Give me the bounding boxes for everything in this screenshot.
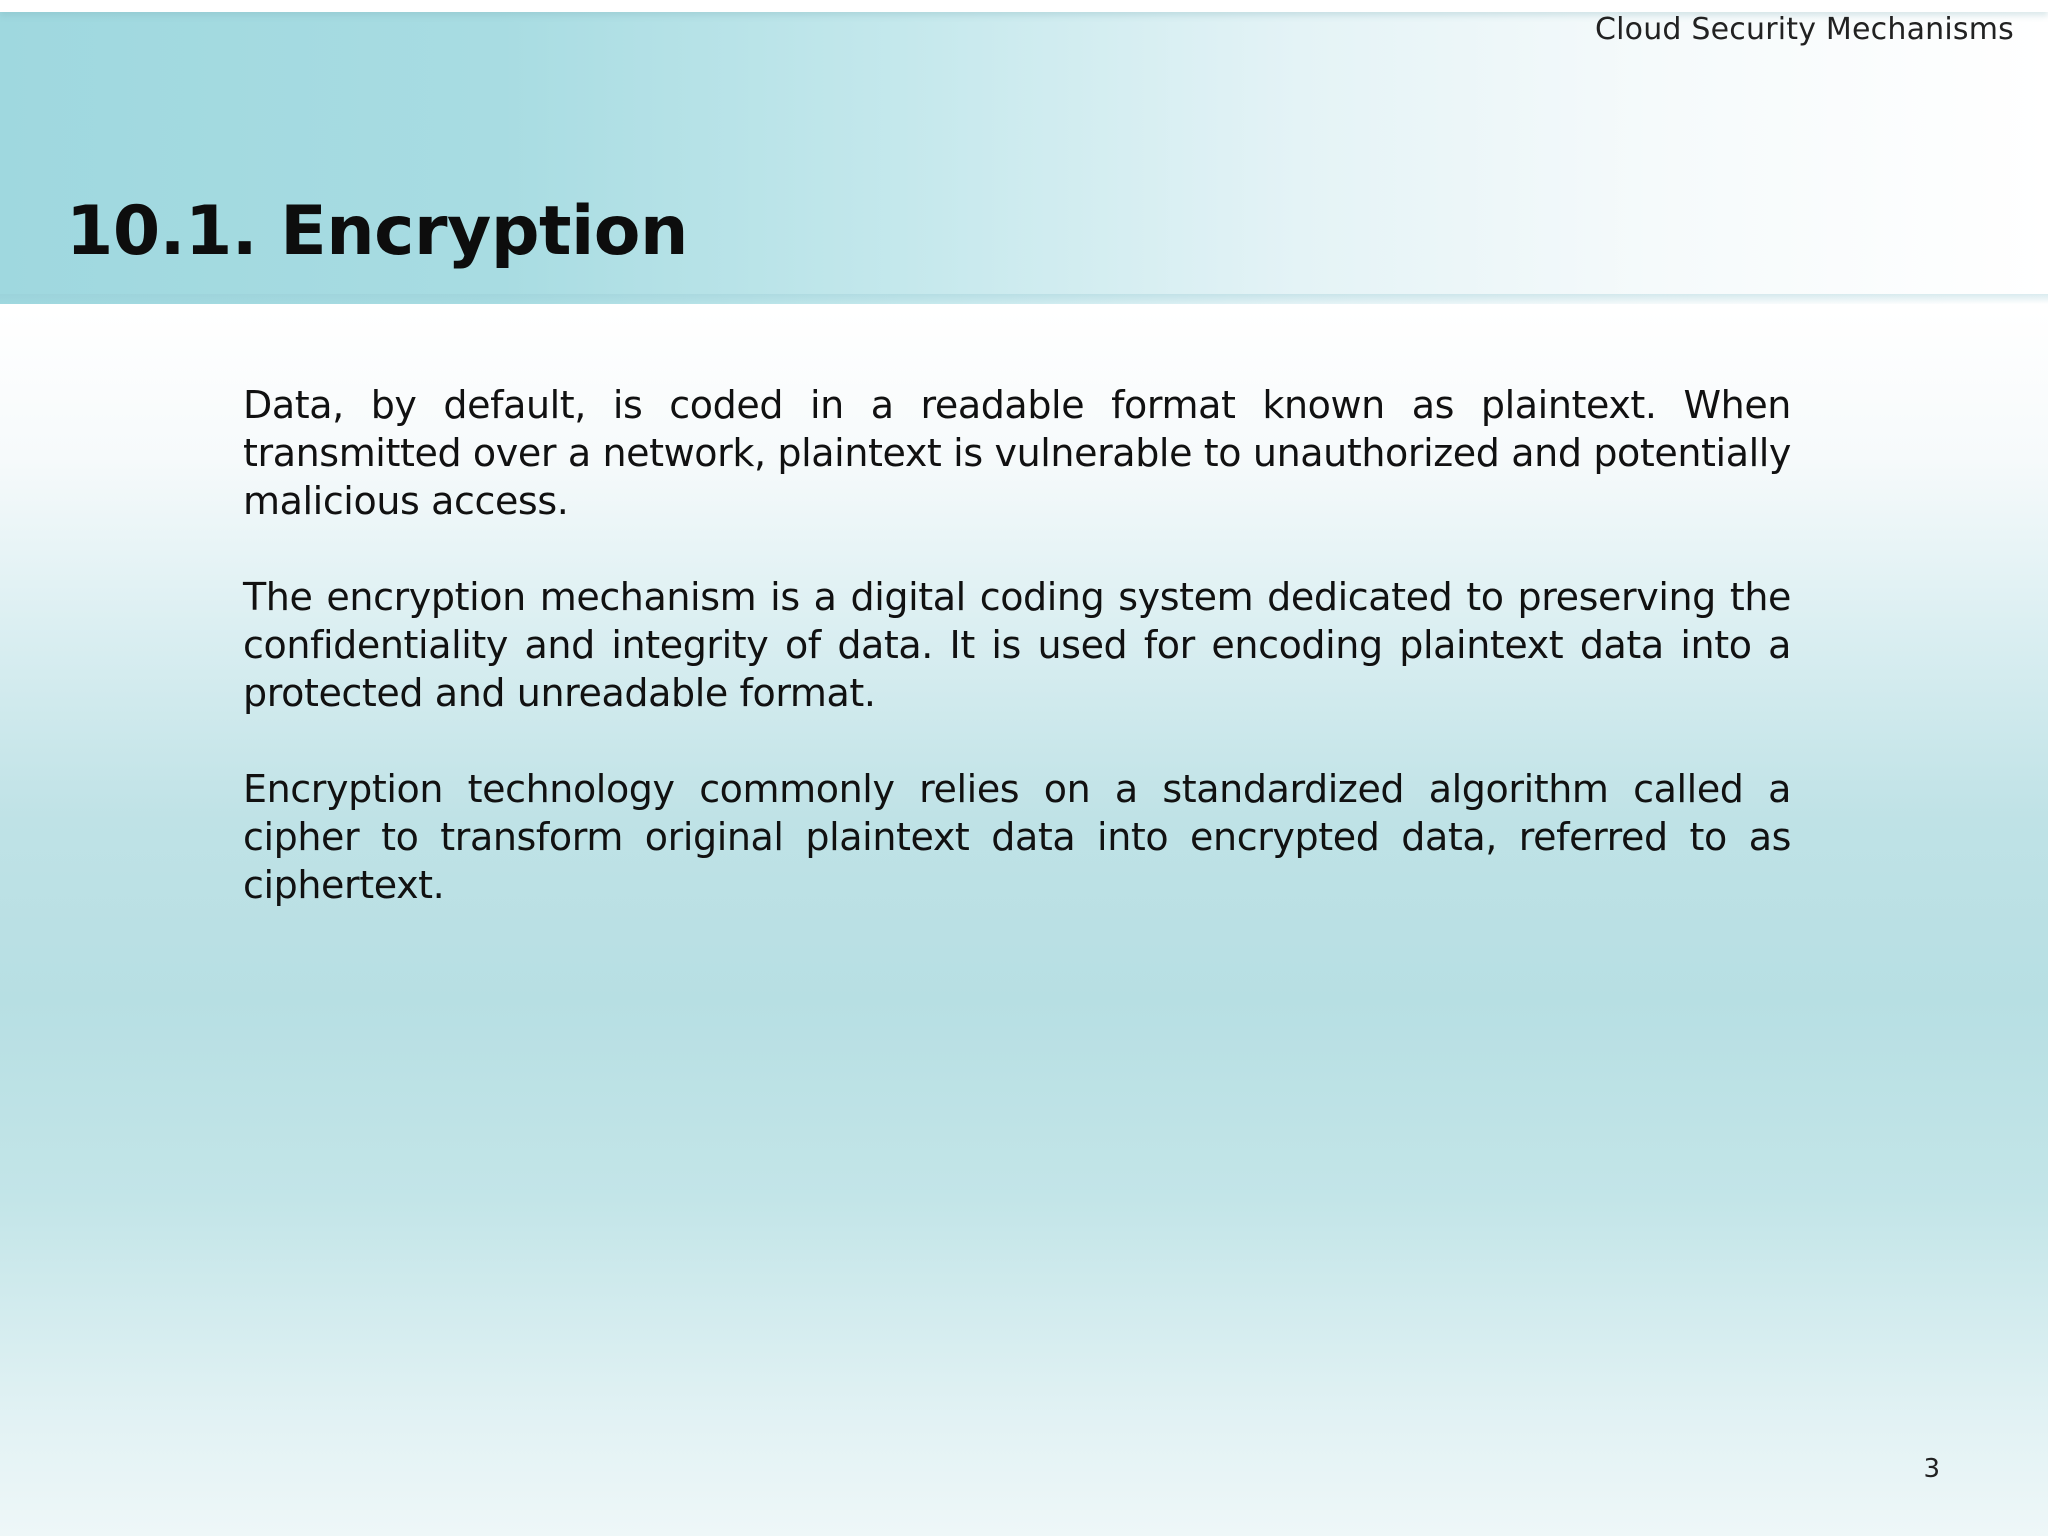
- body-paragraph-encryption-mechanism: The encryption mechanism is a digital coding system dedicated to preserving the confidentiality and integrity of data. It is used for encoding plaintext data into a protected and unreadable format.: [243, 575, 1791, 715]
- header-divider: [0, 294, 2048, 304]
- body-paragraph-cipher: Encryption technology commonly relies on a standardized algorithm called a cipher to transform original plaintext data into encrypted data, referred to as ciphertext.: [243, 767, 1791, 907]
- header-top-line: [0, 0, 2048, 12]
- body-paragraph-plaintext: Data, by default, is coded in a readable format known as plaintext. When transmitted over a network, plaintext is vulnerable to unauthorized and potentially malicious access.: [243, 383, 1791, 523]
- page-number: 3: [1923, 1454, 1940, 1484]
- slide-body: [243, 381, 1791, 957]
- section-label: Cloud Security Mechanisms: [1594, 12, 2014, 47]
- slide-title: 10.1. Encryption: [66, 192, 688, 271]
